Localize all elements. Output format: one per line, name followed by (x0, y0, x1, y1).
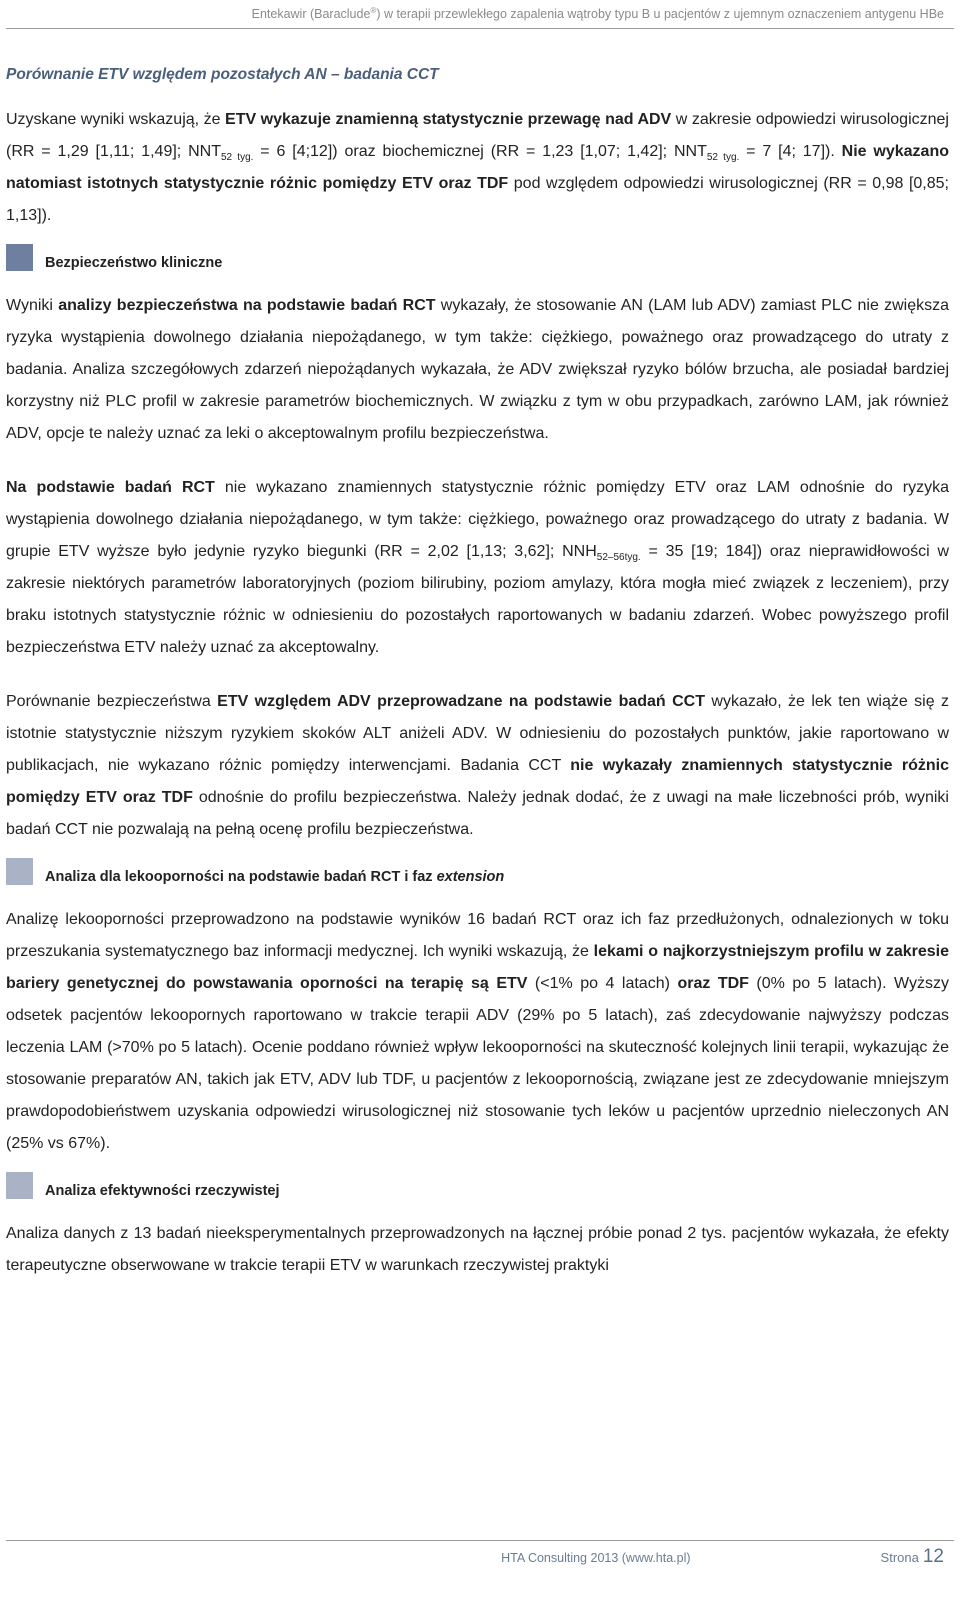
page-footer (501, 1546, 944, 1568)
subscript: 52 tyg. (706, 152, 740, 164)
section-title-text: Analiza dla lekooporności na podstawie badań RCT i faz (45, 869, 437, 885)
section-title (45, 869, 504, 885)
header-divider (6, 28, 954, 29)
text-run: nie wykazano znamiennych statystycznie różnic pomiędzy ETV oraz LAM odnośnie do ryzyka wystąpienia dowolnego działania niepożądanego, w tym także: ciężkiego, poważnego oraz prowadzącego do utraty z badania. W grupie ETV wyższe było jedynie ryzyko biegunki (RR = 2,02 [1,13; 3,62]; NNH (6, 479, 949, 560)
text-run: = 7 [4; 17]). (739, 143, 842, 160)
spacer (6, 664, 949, 686)
section-title: Bezpieczeństwo kliniczne (45, 255, 223, 271)
section-header-safety (6, 242, 949, 272)
registered-mark: ® (370, 6, 377, 15)
page-label: Strona (880, 1550, 919, 1565)
text-run: wykazały, że stosowanie AN (LAM lub ADV) zamiast PLC nie zwiększa ryzyka wystąpienia dowolnego działania niepożądanego, w tym także: ciężkiego, poważnego oraz prowadzącego do utraty z badania. Analiza szczegółowych zdarzeń niepożądanych wykazała, że ADV zwiększał ryzyko bólów brzucha, ale posiadał bardziej korzystny niż PLC profil w zakresie parametrów biochemicznych. W związku z tym w obu przypadkach, zarówno LAM, jak również ADV, opcje te należy uznać za leki o akceptowalnym profilu bezpieczeństwa. (6, 297, 949, 442)
paragraph-etv-lam-safety (6, 472, 949, 664)
text-run: w zakresie odpowiedzi wirusologicznej (RR = 1,29 [1,11; 1,49]; NNT (6, 111, 949, 160)
text-run: Uzyskane wyniki wskazują, że (6, 111, 226, 128)
bold-run: Nie wykazano natomiast istotnych statystycznie różnic pomiędzy ETV oraz TDF (6, 143, 949, 192)
paragraph-rct-safety (6, 290, 949, 450)
footer-site: HTA Consulting 2013 (www.hta.pl) (501, 1551, 691, 1565)
bold-run: ETV względem ADV przeprowadzane na podstawie badań CCT (217, 693, 705, 710)
page-number: 12 (922, 1546, 944, 1567)
section-marker-icon (6, 244, 33, 271)
bold-run: oraz TDF (677, 975, 749, 992)
subscript: 52 tyg. (220, 152, 254, 164)
spacer (6, 450, 949, 472)
header-title-a: Entekawir (Baraclude (251, 7, 371, 22)
footer-divider (6, 1540, 954, 1541)
text-run: Analiza danych z 13 badań nieeksperymentalnych przeprowadzonych na łącznej próbie ponad 2 tys. pacjentów wykazała, że efekty terapeutyczne obserwowane w trakcie terapii ETV w warunkach rzeczywistej praktyki (6, 1225, 949, 1274)
text-run: Wyniki (6, 297, 59, 314)
section-header-effectiveness (6, 1170, 949, 1200)
running-header (16, 6, 944, 21)
page-content (6, 66, 949, 1282)
text-run: (0% po 5 latach). Wyższy odsetek pacjentów lekoopornych raportowano w trakcie terapii ADV (29% po 5 latach), zaś zdecydowanie najwyższy podczas leczenia LAM (>70% po 5 latach). Ocenie poddano również wpływ lekooporności na skuteczność kolejnych linii terapii, wykazując że stosowanie preparatów AN, takich jak ETV, ADV lub TDF, u pacjentów z lekoopornością, związane jest ze zdecydowanie mniejszym prawdopodobieństwem uzyskania odpowiedzi wirusologicznej niż stosowanie tych leków u pacjentów uprzednio nieleczonych AN (25% vs 67%). (6, 975, 949, 1152)
bold-run: lekami o najkorzystniejszym profilu w zakresie bariery genetycznej do powstawania oporności na terapię są ETV (6, 943, 949, 992)
text-run: Porównanie bezpieczeństwa (6, 693, 218, 710)
section-header-resistance (6, 856, 949, 886)
bold-run: Na podstawie badań RCT (6, 479, 215, 496)
section-title-italic: extension (436, 869, 505, 885)
text-run: = 35 [19; 184]) oraz nieprawidłowości w zakresie niektórych parametrów laboratoryjnych (poziom bilirubiny, poziom amylazy, która mogła mieć związek z leczeniem), przy braku istotnych statystycznie różnic w odniesieniu do pozostałych raportowanych w badaniu zdarzeń. Wobec powyższego profil bezpieczeństwa ETV należy uznać za akceptowalny. (6, 543, 950, 656)
paragraph-etv-efficacy (6, 104, 949, 232)
paragraph-effectiveness (6, 1218, 949, 1282)
subheading-etv-vs-an: Porównanie ETV względem pozostałych AN – badania CCT (6, 66, 439, 83)
text-run: (<1% po 4 latach) (527, 975, 678, 992)
bold-run: ETV wykazuje znamienną statystycznie przewagę nad ADV (225, 111, 672, 128)
text-run: odnośnie do profilu bezpieczeństwa. Należy jednak dodać, że z uwagi na małe liczebności prób, wyniki badań CCT nie pozwalają na pełną ocenę profilu bezpieczeństwa. (6, 789, 949, 838)
text-run: pod względem odpowiedzi wirusologicznej (RR = 0,98 [0,85; 1,13]). (6, 175, 949, 224)
section-marker-icon (6, 1172, 33, 1199)
text-run: wykazało, że lek ten wiąże się z istotnie statystycznie niższym ryzykiem skoków ALT aniżeli ADV. W odniesieniu do pozostałych punktów, jakie raportowano w publikacjach, nie wykazano różnic pomiędzy interwencjami. Badania CCT (6, 693, 950, 774)
bold-run: analizy bezpieczeństwa na podstawie badań RCT (58, 297, 436, 314)
section-marker-icon (6, 858, 33, 885)
text-run: Analizę lekooporności przeprowadzono na podstawie wyników 16 badań RCT oraz ich faz przedłużonych, odnalezionych w toku przeszukania systematycznego baz informacji medycznej. Ich wyniki wskazują, że (6, 911, 949, 960)
header-title-b: ) w terapii przewlekłego zapalenia wątroby typu B u pacjentów z ujemnym oznaczeniem antygenu HBe (376, 7, 944, 22)
text-run: = 6 [4;12]) oraz biochemicznej (RR = 1,23 [1,07; 1,42]; NNT (253, 143, 707, 160)
section-title: Analiza efektywności rzeczywistej (45, 1183, 280, 1199)
paragraph-cct-safety (6, 686, 949, 846)
bold-run: nie wykazały znamiennych statystycznie różnic pomiędzy ETV oraz TDF (6, 757, 949, 806)
paragraph-resistance (6, 904, 949, 1160)
subscript: 52–56tyg. (596, 552, 641, 564)
